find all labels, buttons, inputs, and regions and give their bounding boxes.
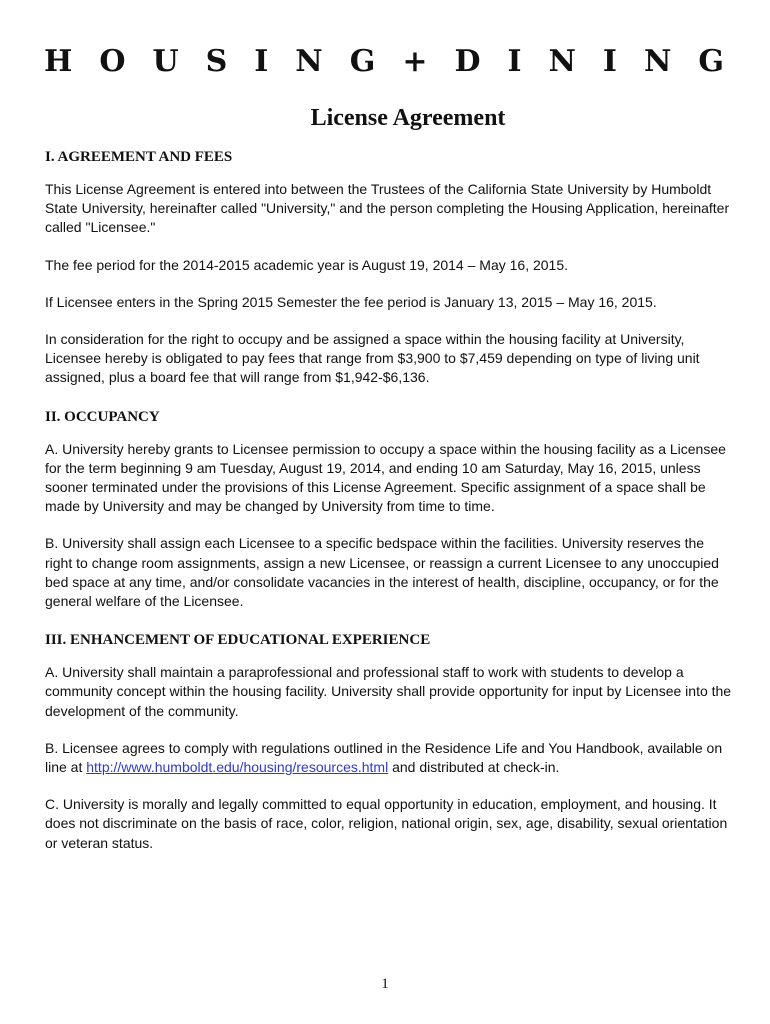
paragraph: A. University shall maintain a paraprofessional and professional staff to work with students to develop a community concept within the housing facility. University shall provide opportunity for input by Licensee into the development of the community. xyxy=(45,664,732,719)
paragraph: C. University is morally and legally committed to equal opportunity in education, employment, and housing. It does not discriminate on the basis of race, color, religion, national origin, sex, age, disability, sexual orientation or veteran status. xyxy=(45,796,728,851)
paragraph: A. University hereby grants to Licensee permission to occupy a space within the housing facility as a Licensee for the term beginning 9 am Tuesday, August 19, 2014, and ending 10 am Saturday, May 16, 2015, unless sooner terminated under the provisions of this License Agreement. Specific assignment of a space shall be made by University and may be changed by University from time to time. xyxy=(45,440,726,515)
housing-resources-link[interactable]: http://www.humboldt.edu/housing/resources.html xyxy=(86,759,389,776)
paragraph: This License Agreement is entered into between the Trustees of the California State University by Humboldt State University, hereinafter called "University," and the person completing the Housing Application, hereinafter called "Licensee." xyxy=(45,181,730,236)
handbook-text-before: B. Licensee agrees to comply with regulations outlined in the Residence Life and You Handbook, available on line at xyxy=(45,739,723,776)
section-agreement-and-fees xyxy=(45,146,735,388)
section-occupancy xyxy=(45,406,735,612)
paragraph: The fee period for the 2014-2015 academic year is August 19, 2014 – May 16, 2015. xyxy=(45,256,569,273)
paragraph: B. University shall assign each Licensee to a specific bedspace within the facilities. University reserves the right to change room assignments, assign a new Licensee, or reassign a current Licensee to any unoccupied bed space at any time, and/or consolidate vacancies in the interest of health, discipline, occupancy, or for the general welfare of the Licensee. xyxy=(45,535,719,610)
document-body xyxy=(45,146,735,871)
section-heading: II. OCCUPANCY xyxy=(45,408,160,425)
housing-dining-banner: H O U S I N G + D I N I N G xyxy=(44,44,724,79)
handbook-text-after: and distributed at check-in. xyxy=(388,759,560,776)
page-number: 1 xyxy=(381,976,389,992)
section-heading: I. AGREEMENT AND FEES xyxy=(45,149,233,165)
section-heading: III. ENHANCEMENT OF EDUCATIONAL EXPERIENCE xyxy=(45,632,431,649)
document-title: License Agreement xyxy=(310,105,506,131)
paragraph: If Licensee enters in the Spring 2015 Semester the fee period is January 13, 2015 – May 16, 2015. xyxy=(45,293,657,310)
section-educational-experience xyxy=(45,629,735,853)
paragraph: In consideration for the right to occupy and be assigned a space within the housing facility at University, Licensee hereby is obligated to pay fees that range from $3,900 to $7,459 depending on type of living unit assigned, plus a board fee that will range from $1,942-$6,136. xyxy=(45,331,700,386)
handbook-paragraph xyxy=(45,739,735,777)
